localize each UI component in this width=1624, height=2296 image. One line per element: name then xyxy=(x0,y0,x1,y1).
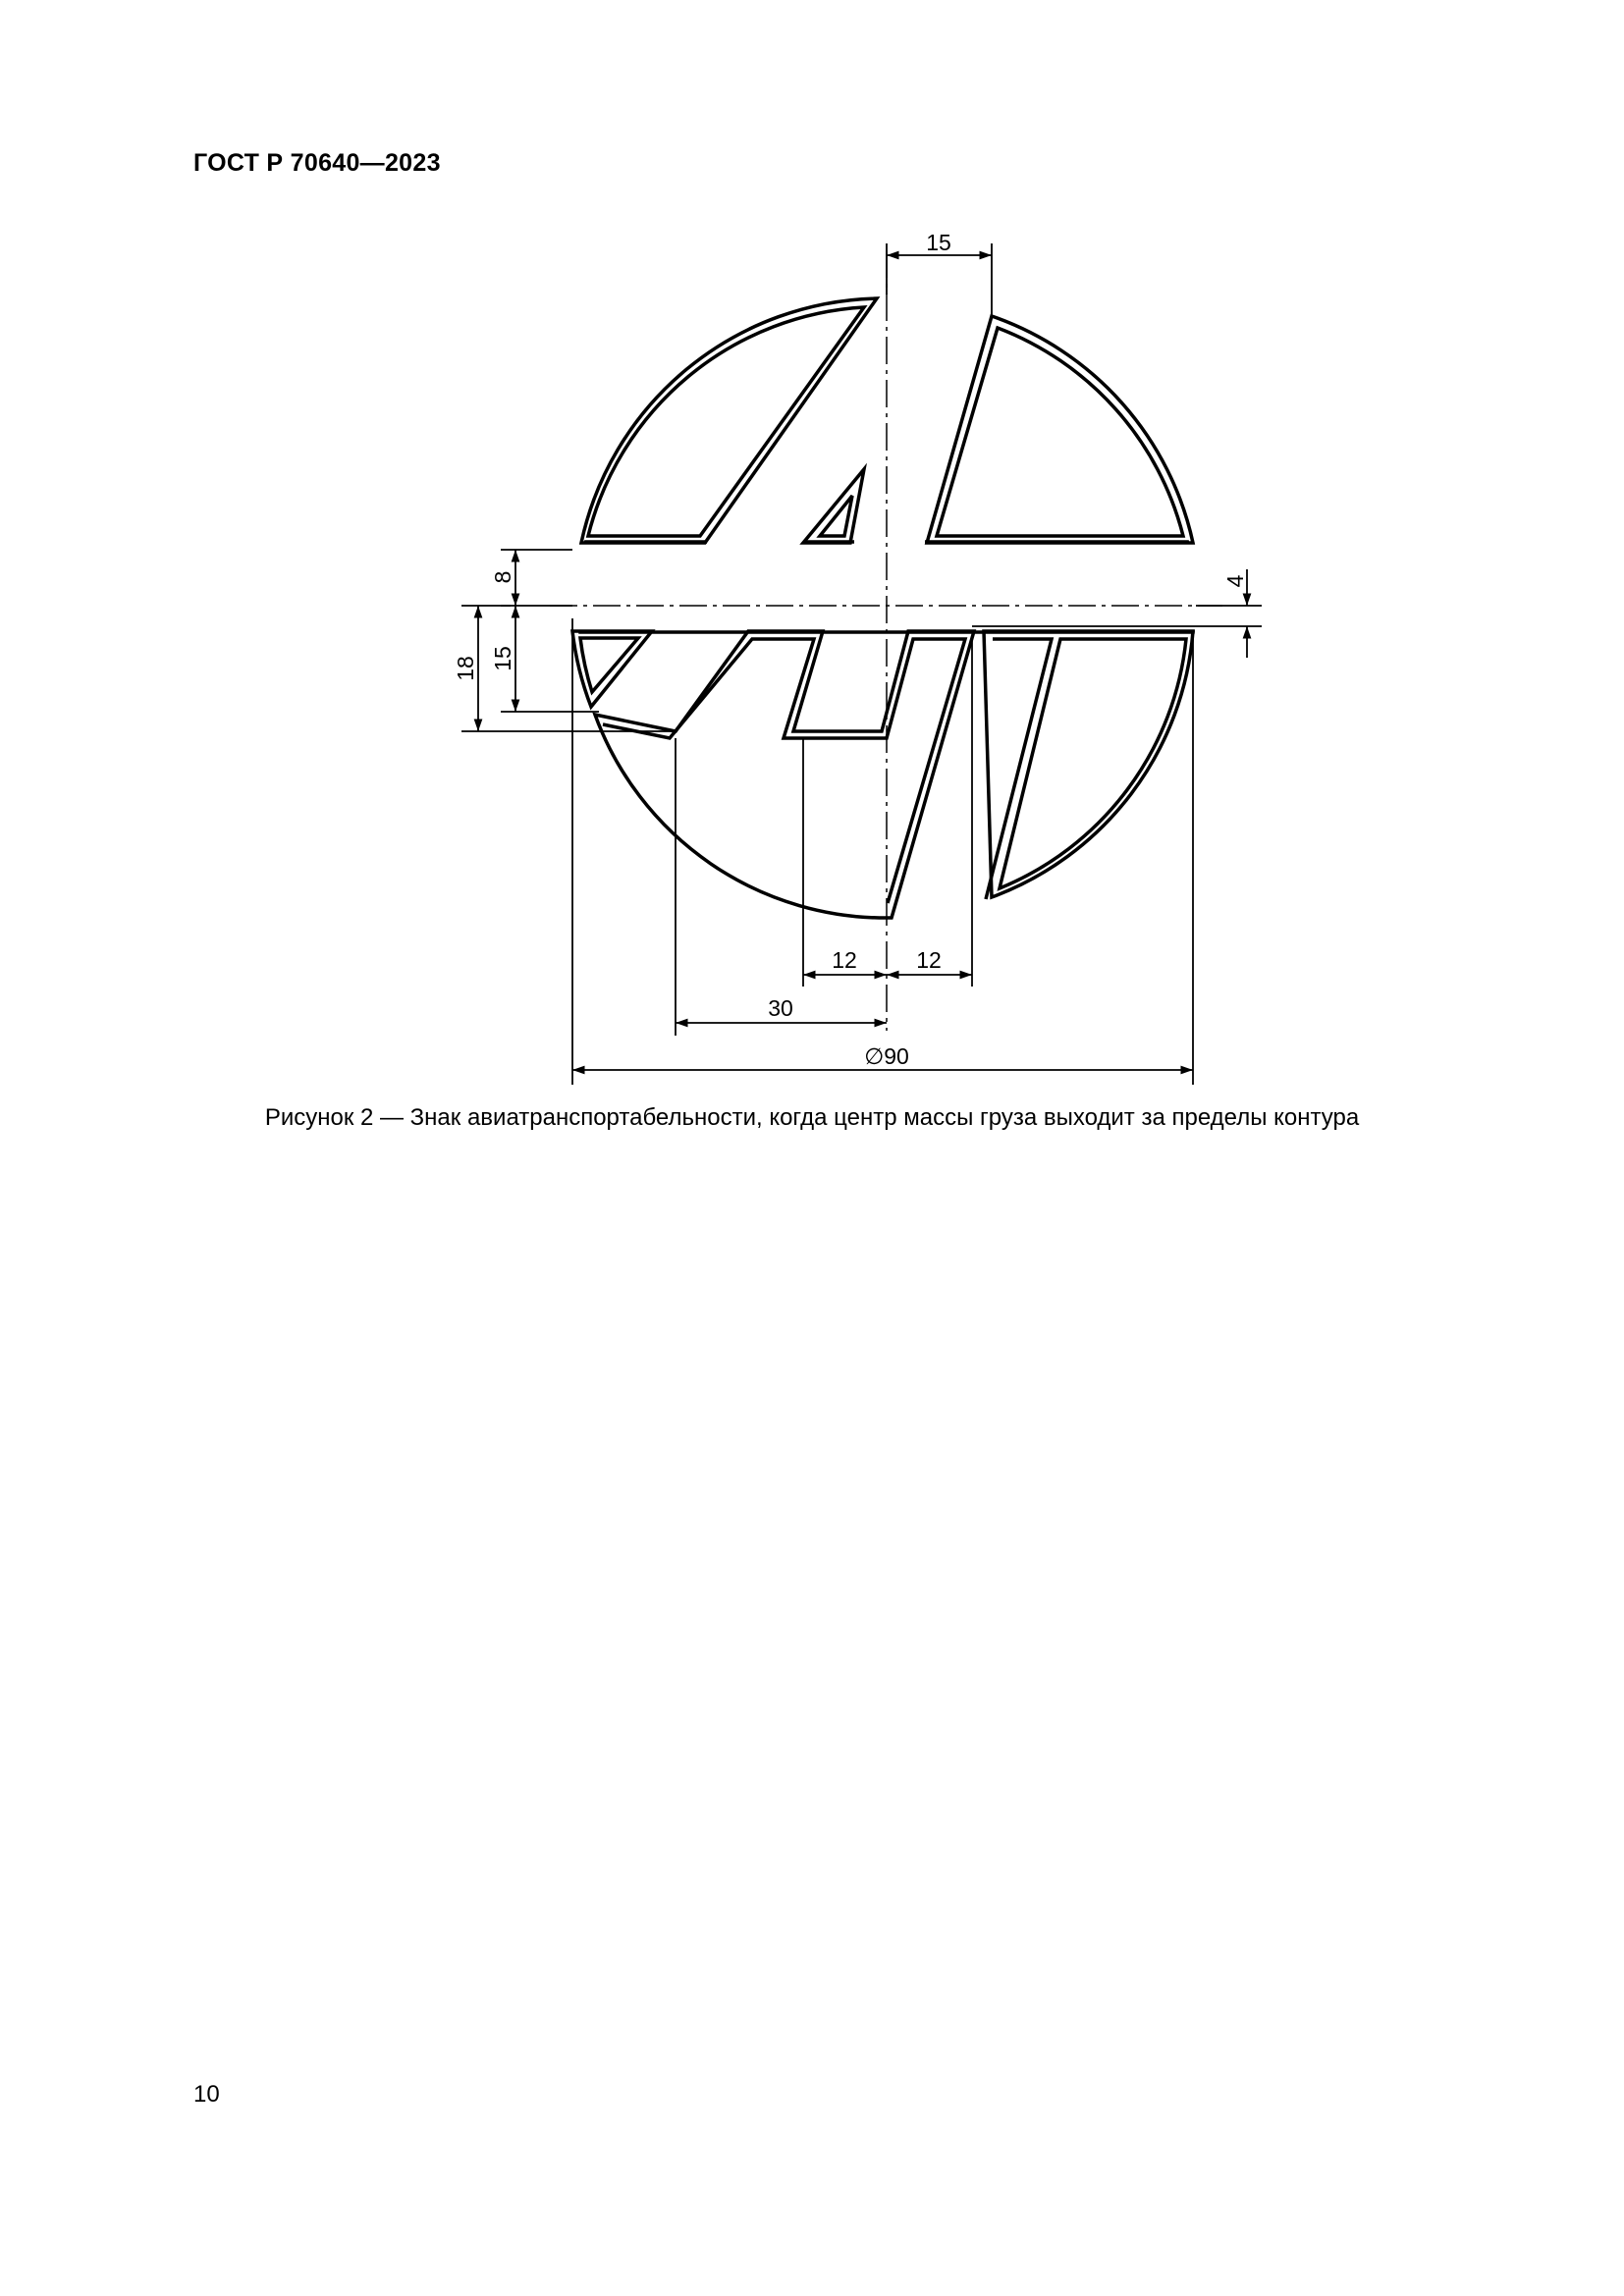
dimension-label-top: 15 xyxy=(926,230,951,255)
dimension-label-18: 18 xyxy=(453,656,478,681)
dimension-label-12-right: 12 xyxy=(916,947,942,973)
document-header: ГОСТ Р 70640—2023 xyxy=(193,149,441,177)
dimension-label-8: 8 xyxy=(490,570,515,584)
letter-a-triangle xyxy=(803,469,864,543)
lower-right-stripe xyxy=(984,631,1193,897)
sign-outline xyxy=(569,279,1208,918)
dimension-label-diameter: ∅90 xyxy=(864,1043,909,1069)
dimension-label-15: 15 xyxy=(490,646,515,671)
dimension-lines xyxy=(461,243,1262,1085)
page-number: 10 xyxy=(193,2081,220,2108)
aviation-transportability-sign-drawing xyxy=(0,0,1624,1099)
dimension-label-4: 4 xyxy=(1222,574,1248,588)
dimension-label-12-left: 12 xyxy=(832,947,857,973)
figure-caption: Рисунок 2 — Знак авиатранспортабельности, когда центр массы груза выходит за пределы контура xyxy=(264,1104,1360,1131)
dimension-label-30: 30 xyxy=(768,995,793,1021)
lower-letter-shape xyxy=(595,631,974,918)
